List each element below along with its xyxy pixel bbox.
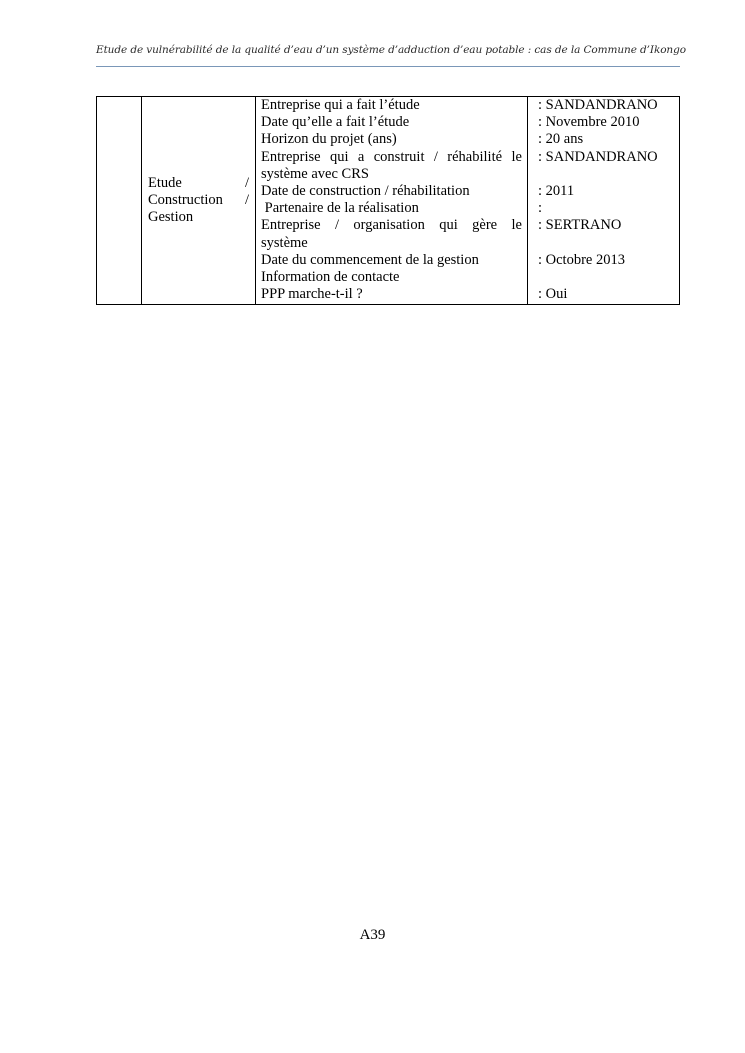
row-label-line: système — [261, 234, 308, 251]
values-cell — [528, 97, 680, 305]
category-cell — [142, 97, 256, 305]
row-label-line: Partenaire de la réalisation — [261, 200, 419, 217]
page-number: A39 — [359, 927, 386, 943]
header-divider — [96, 66, 680, 67]
category-separator: / — [244, 192, 249, 209]
label-word: Entreprise — [261, 148, 321, 165]
project-info-table — [96, 96, 680, 305]
row-value: : 2011 — [538, 182, 575, 199]
row-value-spacer — [538, 235, 674, 252]
row-label-line: Entreprise qui a fait l’étude — [261, 97, 420, 113]
table-row — [97, 97, 680, 305]
label-word: a — [357, 148, 365, 165]
row-label-line: Date de construction / réhabilitation — [261, 182, 470, 199]
row-value-spacer — [538, 166, 674, 183]
row-label-line — [261, 149, 522, 166]
blank-column-cell — [97, 97, 142, 305]
label-word: / — [334, 217, 340, 234]
row-value: : 20 ans — [538, 131, 584, 148]
row-value: : Oui — [538, 286, 568, 303]
category-label — [142, 175, 255, 227]
category-separator: / — [244, 174, 249, 191]
labels-list — [256, 97, 527, 304]
row-value: : SANDANDRANO — [538, 97, 658, 113]
label-word: construit — [373, 148, 425, 165]
row-value: : — [538, 200, 543, 217]
row-label-line: Date qu’elle a fait l’étude — [261, 114, 410, 131]
label-word: réhabilité — [447, 148, 503, 165]
row-value: : SANDANDRANO — [538, 148, 658, 165]
values-list — [528, 97, 679, 304]
label-word: le — [511, 148, 522, 165]
row-label-line: système avec CRS — [261, 165, 369, 182]
row-value — [538, 269, 674, 286]
category-word: Etude — [148, 174, 182, 191]
row-label-line: PPP marche-t-il ? — [261, 286, 363, 303]
running-header-title: Etude de vulnérabilité de la qualité d’eau d’un système d’adduction d’eau potable : cas de la Commune d’Ikongo — [96, 44, 686, 56]
label-word: gère — [472, 217, 498, 234]
row-label-line: Information de contacte — [261, 268, 400, 285]
label-word: qui — [439, 217, 458, 234]
row-label-line — [261, 217, 522, 234]
row-value: : Novembre 2010 — [538, 114, 640, 131]
row-value: : SERTRANO — [538, 217, 622, 234]
category-word: Construction — [148, 192, 223, 209]
row-label-line: Date du commencement de la gestion — [261, 251, 479, 268]
labels-cell — [256, 97, 528, 305]
category-word: Gestion — [148, 209, 194, 226]
label-word: / — [433, 148, 438, 165]
label-word: organisation — [353, 217, 425, 234]
label-word: qui — [329, 148, 349, 165]
label-word: Entreprise — [261, 217, 321, 234]
label-word: le — [511, 217, 522, 234]
row-label-line: Horizon du projet (ans) — [261, 131, 397, 148]
row-value: : Octobre 2013 — [538, 251, 625, 268]
